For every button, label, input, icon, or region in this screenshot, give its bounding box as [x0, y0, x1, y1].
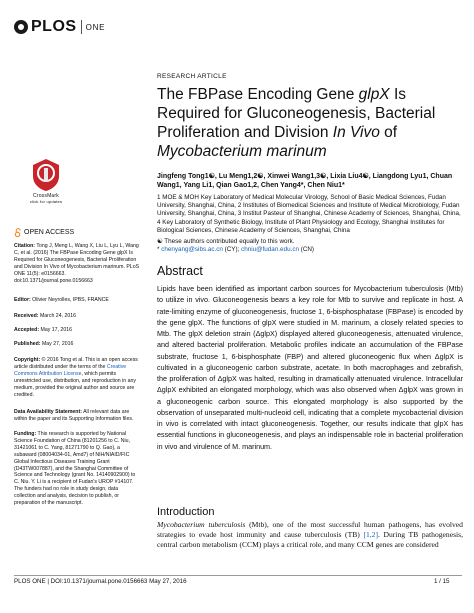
logo-divider — [81, 20, 82, 34]
article-title — [157, 85, 462, 161]
received-block: Received: March 24, 2016 — [14, 313, 77, 319]
logo-sub: ONE — [85, 22, 106, 32]
open-access-badge — [14, 228, 74, 237]
footer-citation: PLOS ONE | DOI:10.1371/journal.pone.0156663 May 27, 2016 — [14, 578, 187, 585]
title-species: Mycobacterium marinum — [157, 143, 327, 160]
title-invivo: In Vivo — [332, 124, 380, 141]
plos-logo-icon — [14, 20, 28, 34]
article-type-label: RESEARCH ARTICLE — [157, 73, 227, 80]
introduction-text: Mycobacterium tuberculosis (Mtb), one of the most successful human pathogens, has evolved strategies to evade host immunity and cause tuberculosis (TB) [1,2]. During TB pathogenesis, central carbon metabolism (CCM) plays a critical role, and many CCM genes are considered — [157, 520, 463, 549]
data-availability-block: Data Availability Statement: All relevant data are within the paper and its Supporting Information files. — [14, 409, 134, 422]
copyright-block: Copyright: © 2016 Tong et al. This is an open access article distributed under the terms of the Creative Commons Attribution License, which permits unrestricted use, distribution, and reproduction in any medium, provided the original author and source are credited. — [14, 357, 138, 398]
crossmark-icon — [31, 158, 61, 192]
citation-block: Citation: Tong J, Meng L, Wang X, Liu L, Lyu L, Wang C, et al. (2016) The FBPase Encoding Gene glpX Is Required for Gluconeogenesis, Bacterial Proliferation and Division In Vivo of Mycobacterium marinum. PLoS ONE 11(5): e0156663. doi:10.1371/journal.pone.0156663 — [14, 243, 140, 284]
title-gene: glpX — [358, 86, 390, 103]
open-lock-icon — [14, 228, 21, 237]
title-part-2: Is Required for Gluconeogenesis, Bacterial Proliferation and Division — [157, 86, 436, 141]
open-access-label: OPEN ACCESS — [24, 229, 75, 236]
reference-link[interactable]: [1,2] — [363, 530, 378, 539]
crossmark-badge[interactable] — [28, 158, 64, 204]
page-number: 1 / 15 — [434, 578, 450, 585]
title-part-1: The FBPase Encoding Gene — [157, 86, 359, 103]
corresponding-note: * chenyang@sibs.ac.cn (CY); chniu@fudan.edu.cn (CN) — [157, 246, 315, 254]
title-part-3: of — [379, 124, 398, 141]
editor-block: Editor: Olivier Neyrolles, IPBS, FRANCE — [14, 297, 109, 303]
abstract-heading: Abstract — [157, 264, 203, 278]
crossmark-caption: CrossMark — [33, 193, 59, 199]
equal-contribution-note: ☯ These authors contributed equally to this work. — [157, 238, 295, 245]
accepted-block: Accepted: May 17, 2016 — [14, 327, 72, 333]
crossmark-sub: click for updates — [29, 199, 63, 204]
footer-divider — [14, 575, 462, 576]
logo-text: PLOS — [31, 18, 77, 35]
author-list: Jingfeng Tong1☯, Lu Meng1,2☯, Xinwei Wang1,3☯, Lixia Liu4☯, Liangdong Lyu1, Chuan Wang1, Yang Li1, Qian Gao1,2, Chen Yang4*, Chen Niu1* — [157, 173, 453, 189]
license-link[interactable]: Creative Commons Attribution License — [14, 363, 127, 377]
introduction-heading: Introduction — [157, 506, 215, 518]
abstract-text: Lipids have been identified as important carbon sources for Mycobacterium tuberculosis (Mtb) to utilize in vivo. Gluconeogenesis bears a key role for Mtb to survive and replicate in host. A rate-limiting enzyme of gluconeogenesis, fructose 1, 6-bisphosphatase (FBPase) is encoded by the gene glpX. The functions of glpX were studied in M. marinum, a closely related species to Mtb. The glpX deletion strain (ΔglpX) displayed altered gluconeogenesis, attenuated virulence, and altered bacterial proliferation. Metabolic profiles indicate an accumulation of the FBPase substrate, fructose 1, 6-bisphosphate (FBP) and altered gluconeogenic flux when ΔglpX is cultivated in a gluconeogenic carbon substrate, acetate. In both macrophages and zebrafish, the proliferation of ΔglpX was halted, resulting in dramatically attenuated virulence. Intracellular ΔglpX exhibited an elongated morphology, which was also observed when ΔglpX was grown in a gluconeogenic carbon source. This elongated morphology is also supported by the observation of unseparated multi-nucleoid cell, indicating that a complete mycobacterial division in vivo is correlated with intact gluconeogenesis. Together, our results indicate that glpX has essential functions in gluconeogenesis, and plays an indispensable role in bacterial proliferation in vivo and virulence of M. marinum. — [157, 284, 463, 451]
published-block: Published: May 27, 2016 — [14, 341, 74, 347]
email-chenyang-link[interactable]: chenyang@sibs.ac.cn — [161, 246, 223, 254]
email-chniu-link[interactable]: chniu@fudan.edu.cn — [241, 246, 299, 254]
author-notes — [157, 238, 462, 254]
funding-block: Funding: This research is supported by National Science Foundation of China (81201256 to C. Niu, 31421061 to C. Yang, 81271790 to Q. Gao), a subaward (08004034-01, Amd7) of NIH/NIAID/FIC Global Infectious Diseases Training Grant (D43TW007887), and the Shanghai Committee of Science and Technology (grant No. 14140902900) to C. Niu. Y. Li is a recipient of Fudan's UROP #14107. The funders had no role in study design, data collection and analysis, decision to publish, or preparation of the manuscript. — [14, 431, 136, 507]
affiliations: 1 MOE & MOH Key Laboratory of Medical Molecular Virology, School of Basic Medical Sciences, Fudan University, Shanghai, China, 2 Institutes of Biomedical Sciences and Institute of Medical Microbiology, Fudan University, Shanghai, China, 3 Institut Pasteur of Shanghai, Chinese Academy of Sciences, Shanghai, China, 4 Key Laboratory of Synthetic Biology, Institute of Plant Physiology and Ecology, Shanghai Institutes for Biological Sciences, Chinese Academy of Sciences, Shanghai, China — [157, 194, 461, 234]
plos-one-logo — [14, 18, 105, 36]
